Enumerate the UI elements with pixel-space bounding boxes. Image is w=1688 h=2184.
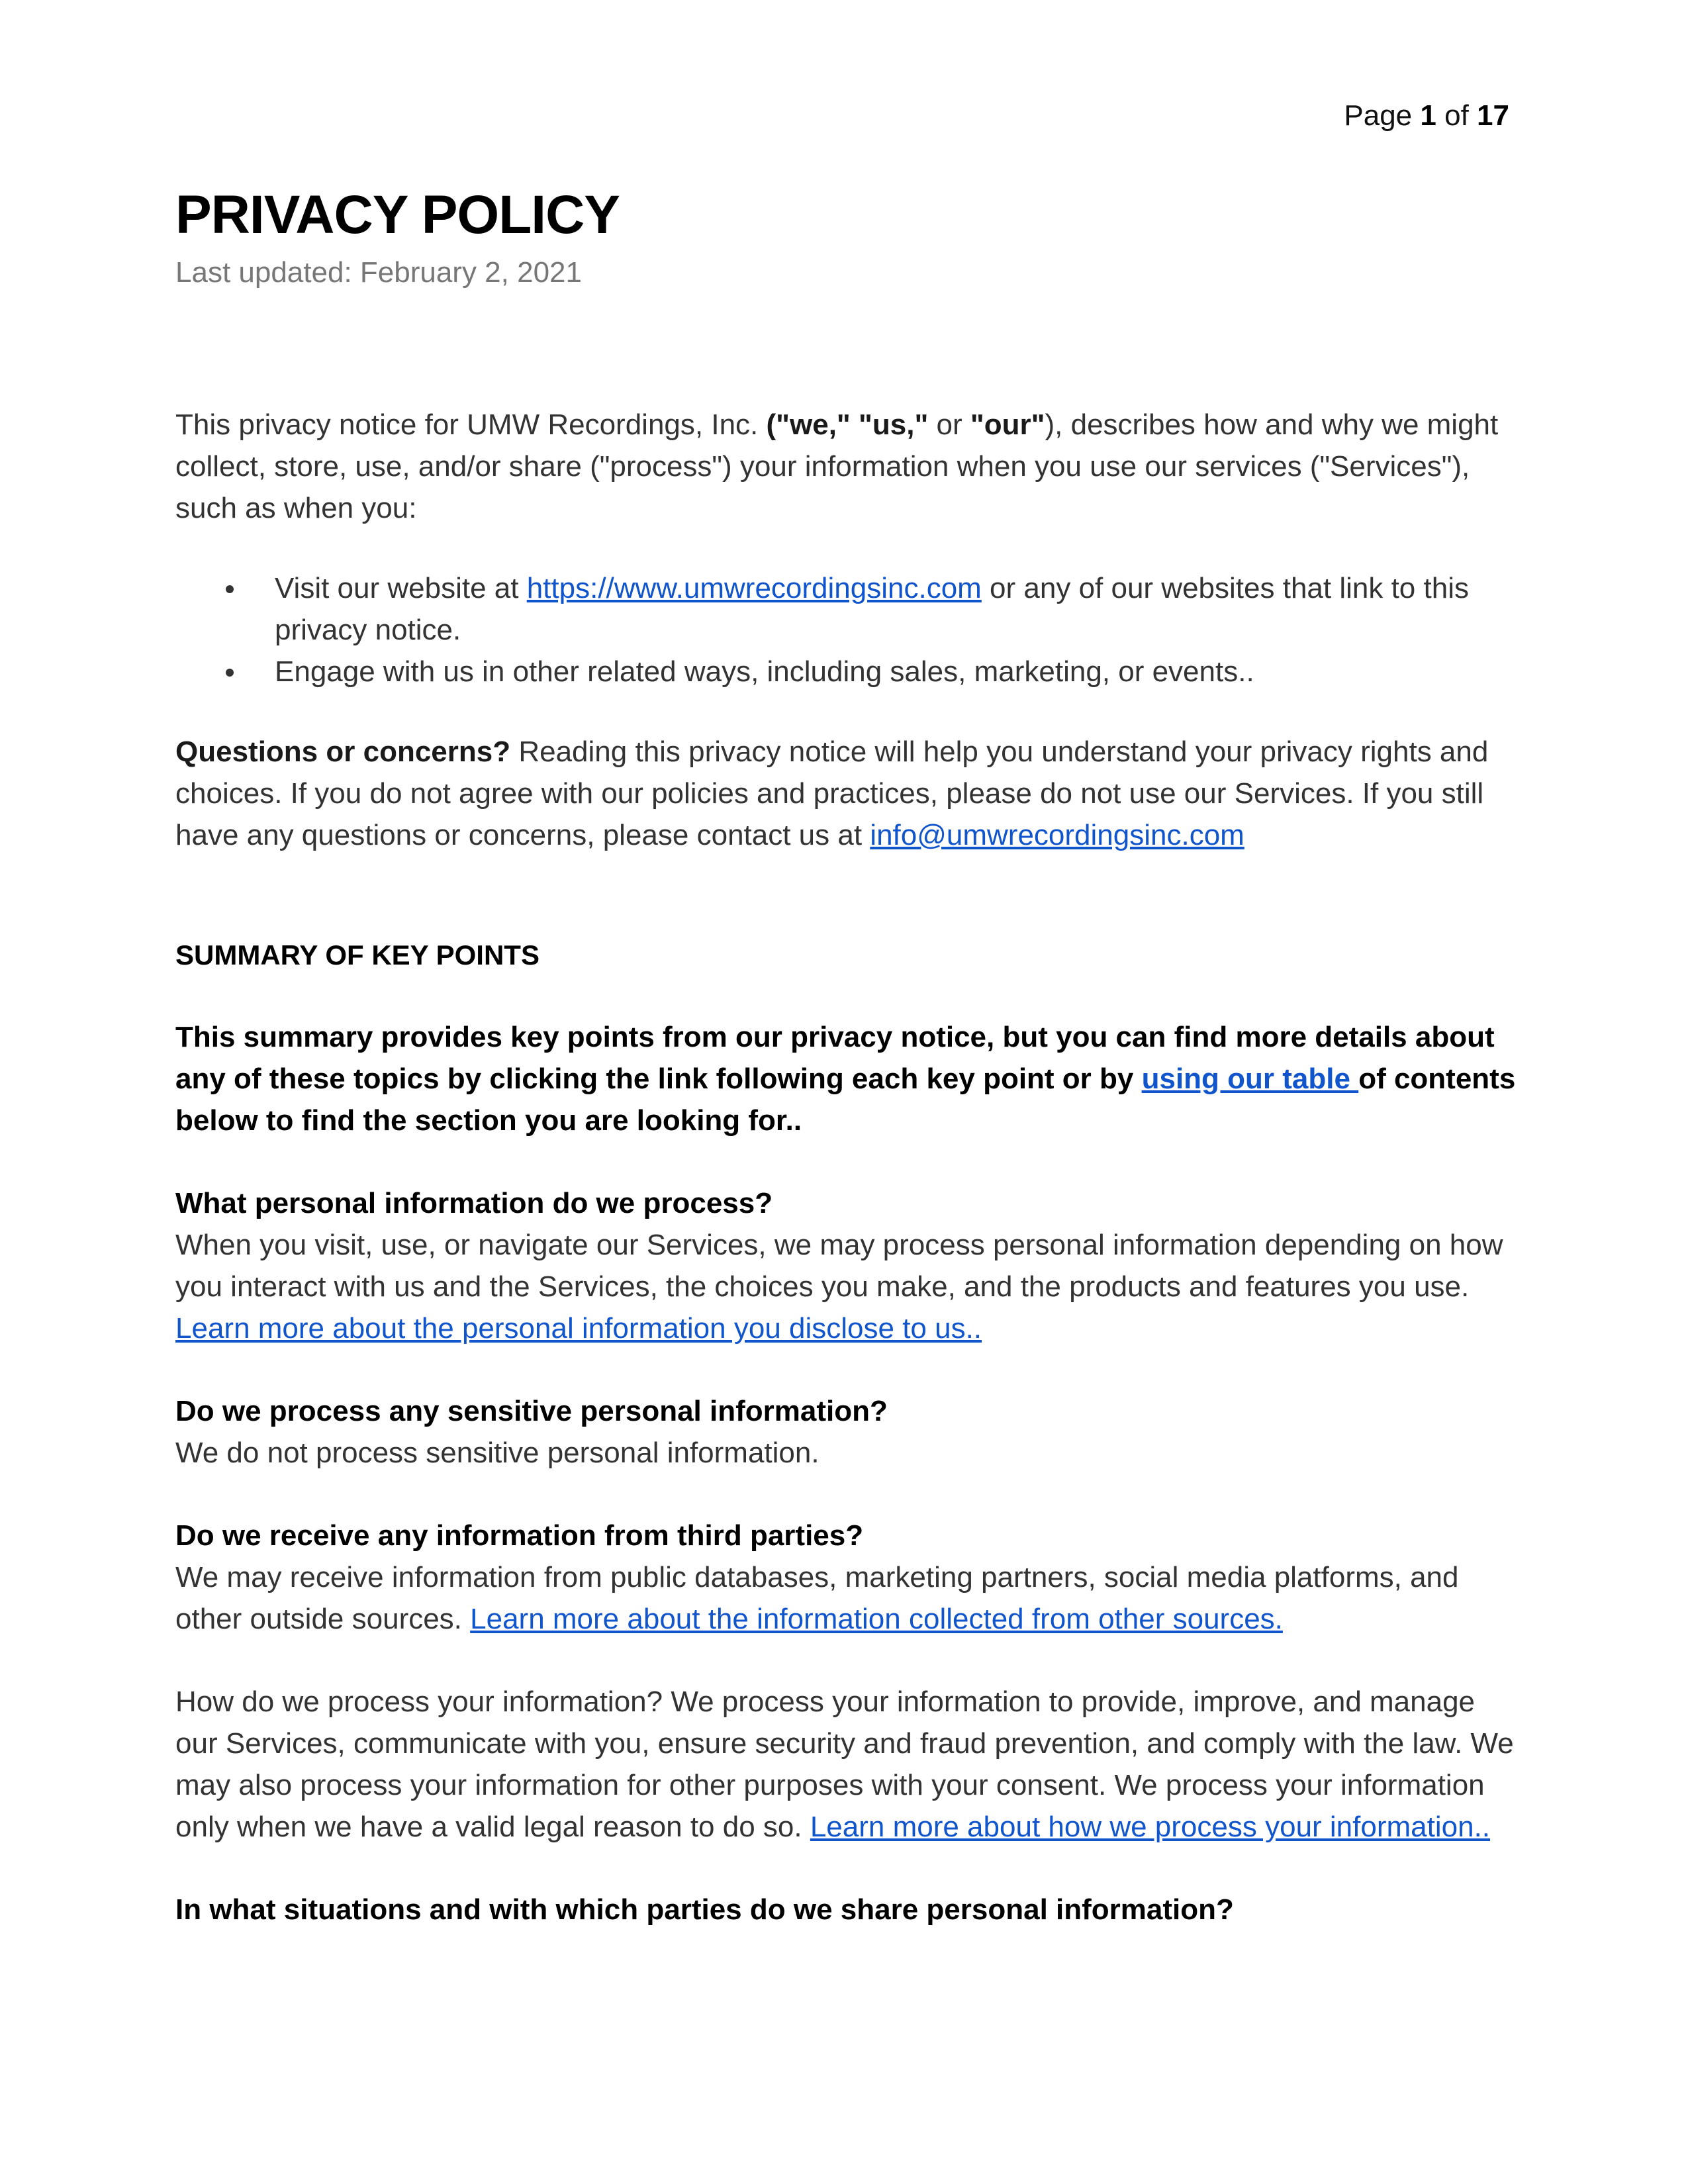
- personal-info-link[interactable]: Learn more about the personal information you disclose to us..: [175, 1312, 982, 1345]
- personal-info-question: What personal information do we process?: [175, 1187, 773, 1219]
- intro-text: This privacy notice for UMW Recordings, Inc.: [175, 408, 767, 441]
- list-item: [275, 567, 1519, 651]
- page-total: 17: [1477, 99, 1509, 132]
- third-parties-question: Do we receive any information from third parties?: [175, 1519, 864, 1552]
- sensitive-info-question: Do we process any sensitive personal information?: [175, 1395, 888, 1427]
- website-link[interactable]: https://www.umwrecordingsinc.com: [526, 572, 982, 604]
- summary-intro-text: This summary provides key points from our privacy notice, but you can find more details about any of these topics by clicking the link following each key point or by: [175, 1021, 1495, 1095]
- intro-text-2: ), describes how and why we might collect, store, use, and/or share ("process") your information when you use our services ("Services"), such as when you:: [175, 408, 1499, 524]
- contact-email-link[interactable]: info@umwrecordingsinc.com: [870, 819, 1244, 851]
- intro-our: "our": [970, 408, 1045, 441]
- last-updated: Last updated: February 2, 2021: [175, 256, 582, 289]
- intro-paragraph: [175, 404, 1519, 529]
- summary-heading: SUMMARY OF KEY POINTS: [175, 939, 539, 971]
- share-info-question: In what situations and with which parties do we share personal information?: [175, 1893, 1234, 1926]
- questions-label: Questions or concerns?: [175, 736, 511, 768]
- page-of: of: [1444, 99, 1469, 132]
- other-sources-link[interactable]: Learn more about the information collected from other sources.: [470, 1603, 1283, 1635]
- intro-we-us: ("we," "us,": [766, 408, 929, 441]
- services-list: [175, 567, 1519, 692]
- document-title: PRIVACY POLICY: [175, 185, 620, 245]
- intro-or: or: [928, 408, 970, 441]
- questions-paragraph: [175, 731, 1519, 856]
- answer-text: We may receive information from public databases, marketing partners, social media platforms, and other outside sources.: [175, 1561, 1459, 1635]
- table-of-contents-link[interactable]: using our table: [1141, 1063, 1359, 1095]
- bullet-text: or any of our websites that link to this privacy notice.: [275, 572, 1469, 646]
- page-indicator: [1344, 99, 1509, 132]
- sensitive-info-answer: We do not process sensitive personal information.: [175, 1437, 820, 1469]
- bullet-text: Visit our website at: [275, 572, 527, 604]
- page-current: 1: [1420, 99, 1436, 132]
- summary-intro: [175, 1016, 1519, 1141]
- document-body: [175, 179, 1519, 1930]
- list-item: Engage with us in other related ways, including sales, marketing, or events..: [275, 651, 1519, 692]
- answer-text: When you visit, use, or navigate our Services, we may process personal information depending on how you interact with us and the Services, the choices you make, and the products and features you use.: [175, 1229, 1503, 1303]
- process-info-link[interactable]: Learn more about how we process your information..: [810, 1811, 1491, 1843]
- questions-text: Reading this privacy notice will help you understand your privacy rights and choices. If you do not agree with our policies and practices, please do not use our Services. If you still have any questions or concerns, please contact us at: [175, 736, 1489, 851]
- summary-intro-text-2: of contents below to find the section you are looking for..: [175, 1063, 1516, 1137]
- personal-info-answer: [175, 1224, 1519, 1349]
- page-label: Page: [1344, 99, 1413, 132]
- third-parties-answer: [175, 1556, 1519, 1640]
- process-text: How do we process your information? We process your information to provide, improve, and manage our Services, communicate with you, ensure security and fraud prevention, and comply with the law. We may also process your information for other purposes with your consent. We process your information only when we have a valid legal reason to do so.: [175, 1685, 1514, 1843]
- process-paragraph: [175, 1681, 1519, 1848]
